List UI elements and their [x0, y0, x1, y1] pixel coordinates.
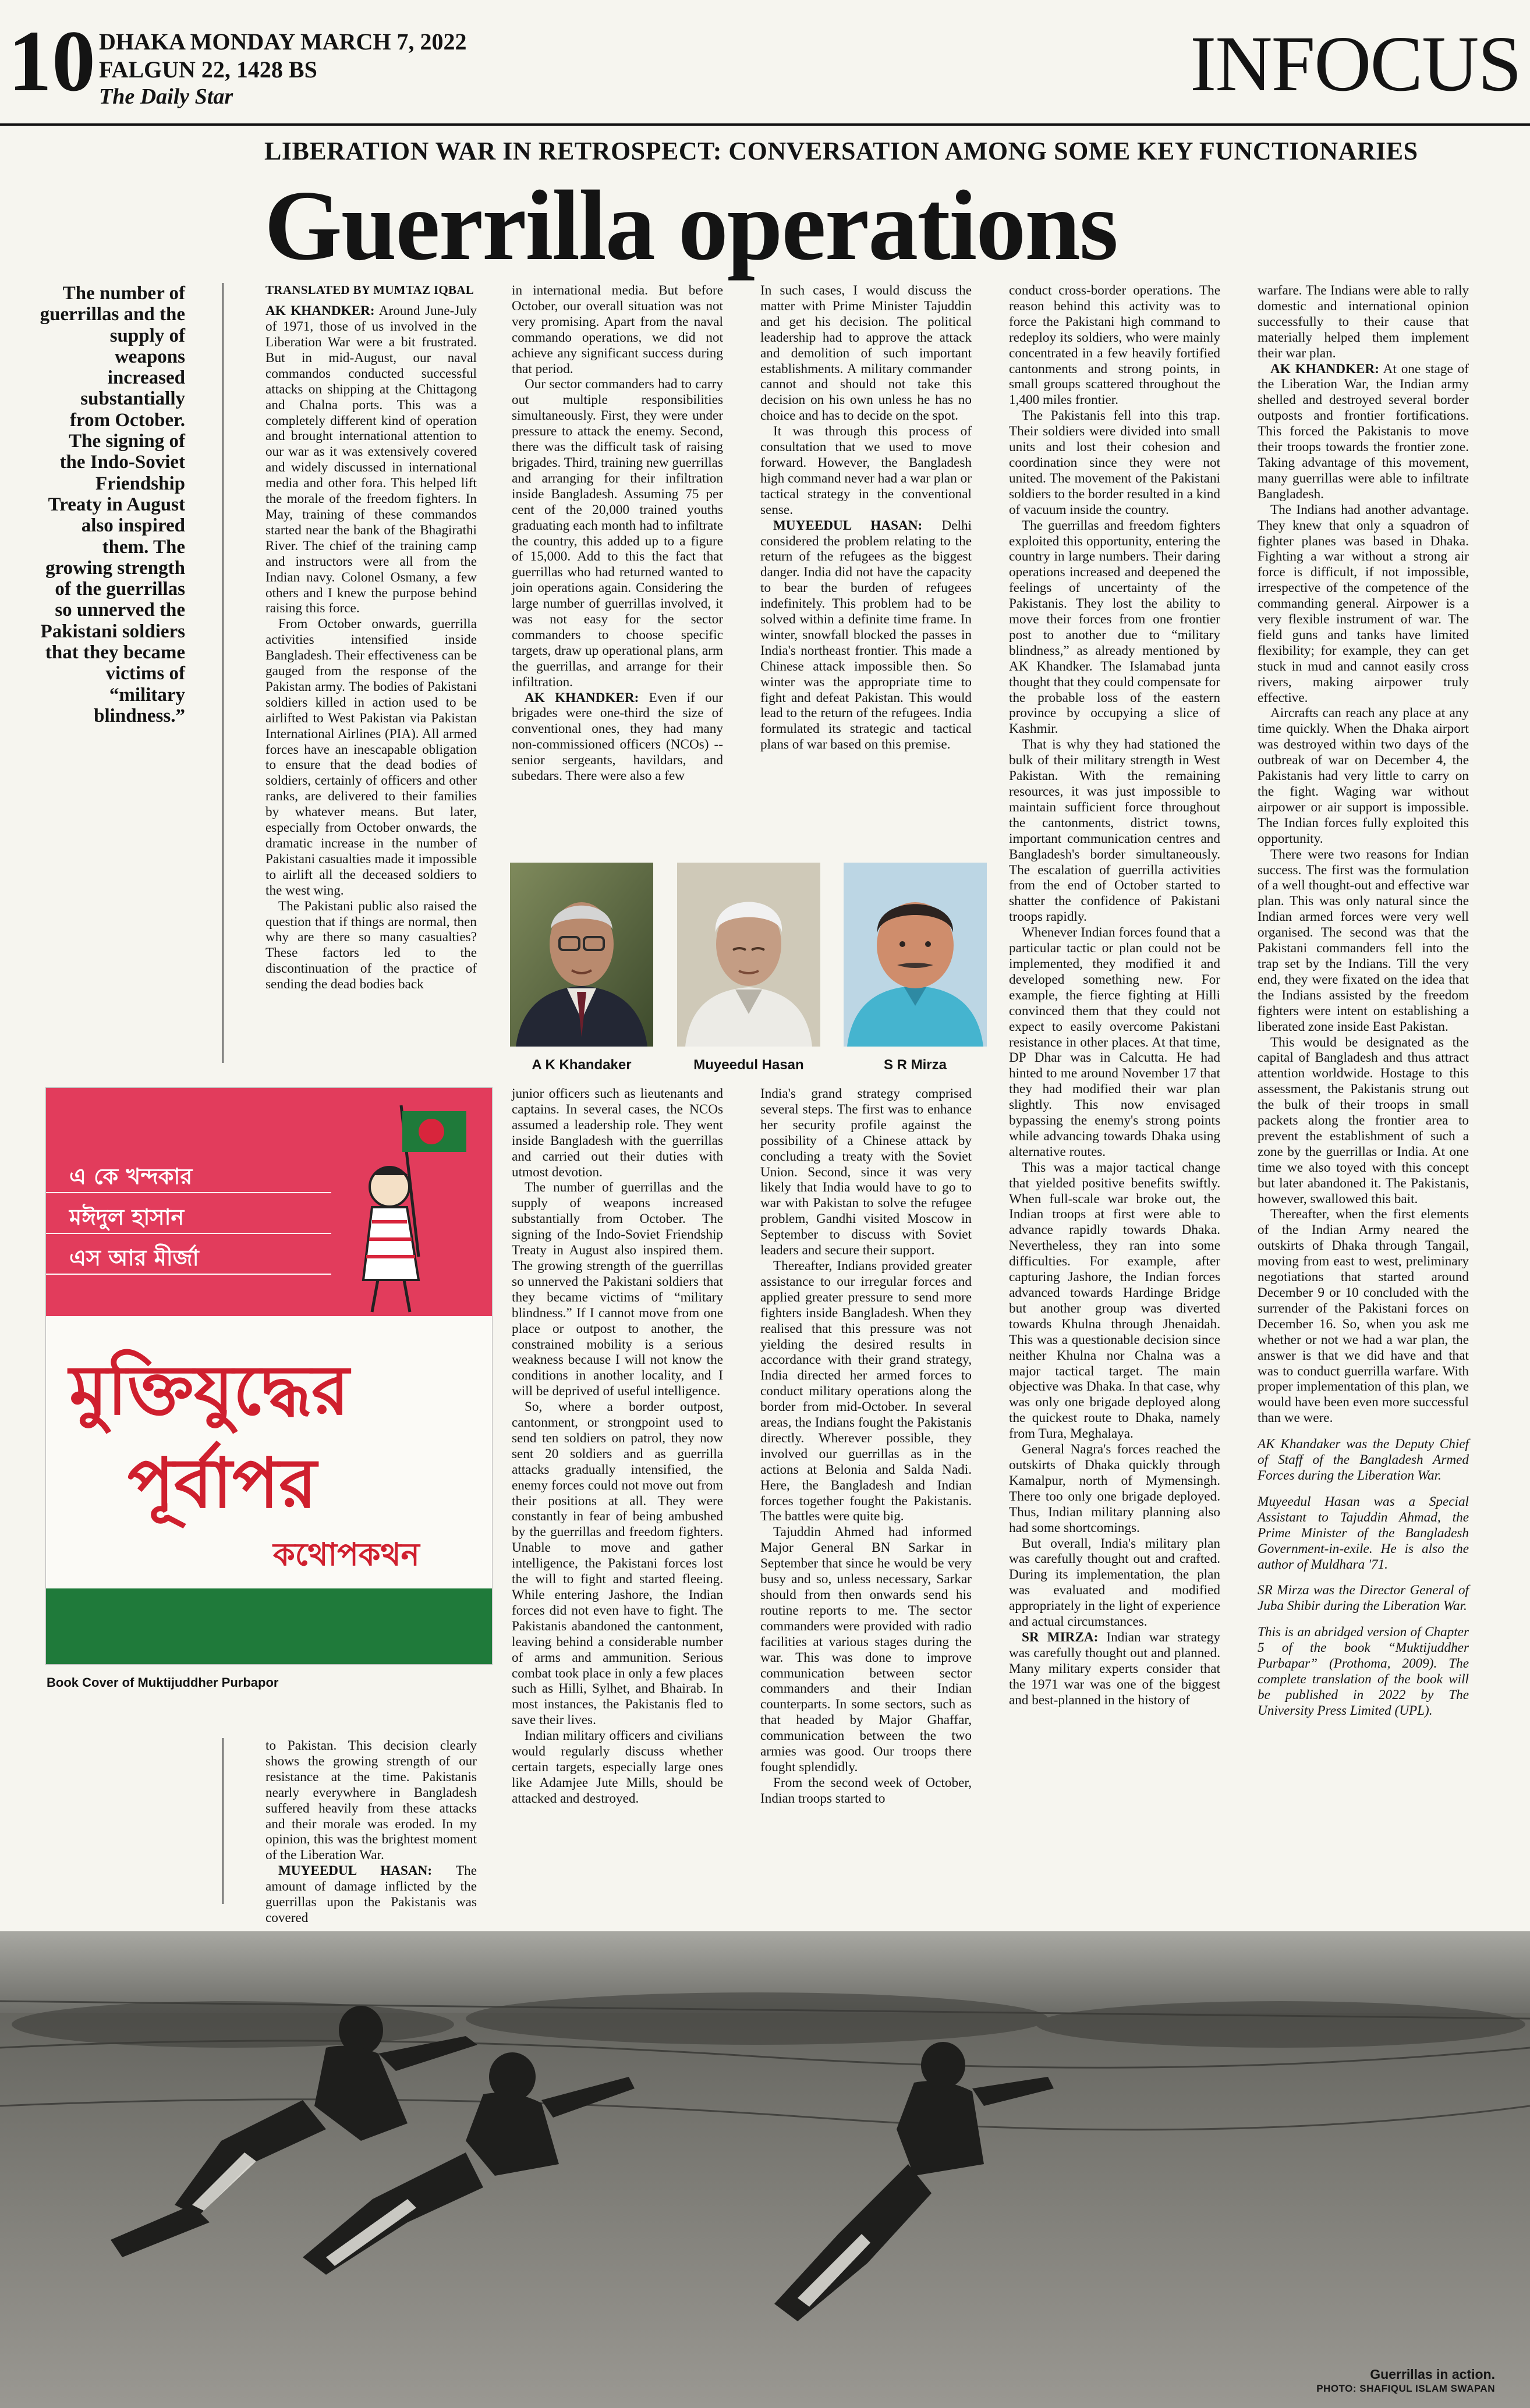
paragraph [265, 303, 477, 616]
paragraph [760, 1086, 972, 1258]
paragraph [1009, 1630, 1220, 1708]
column-3 [760, 283, 972, 753]
portrait-muyeedul-hasan [677, 863, 820, 1047]
photo-caption-block [1316, 2367, 1495, 2395]
paragraph-text: in international media. But before October, our overall situation was not very promising. Apart from the naval commando operations, we did not achieve any significant success during that period. [512, 283, 723, 377]
paragraph [760, 518, 972, 753]
paragraph [1258, 283, 1469, 361]
author-bio: SR Mirza was the Director General of Juba Shibir during the Liberation War. [1258, 1583, 1469, 1614]
masthead-rule [0, 123, 1530, 126]
paragraph [760, 424, 972, 517]
paragraph-text: This would be designated as the capital of Bangladesh and thus attract attention worldwide. Hostage to this assessment, the Pakistanis strung out the bulk of their troops in small packets along the frontier area to prevent the establishment of such a zone by the guerrillas or India. At one time we also toyed with this concept but later abandoned it. The Pakistanis, however, swallowed this bait. [1258, 1034, 1469, 1207]
paragraph-text: Tajuddin Ahmed had informed Major General BN Sarkar in September that since he would be very busy and so, unless necessary, Sarkar should from then onwards send his routine reports to me. The sector commanders were provided with radio facilities at various stages during the war. This was done to improve communication between sector commanders and their Indian counterparts. In some sectors, such as that headed by Major Ghaffar, communication between the two armies was good. Our troops there fought splendidly. [760, 1524, 972, 1775]
paragraph-text: Indian military officers and civilians would regularly discuss whether certain targets, especially large ones like Adamjee Jute Mills, should be attacked and destroyed. [512, 1728, 723, 1806]
portrait-caption: A K Khandaker [532, 1057, 632, 1073]
paragraph-text: conduct cross-border operations. The reason behind this activity was to force the Pakistani high command to redeploy its soldiers, who were mainly concentrated in a few heavily fortified cantonments and strong points, in small groups scattered throughout the 1,400 miles frontier. [1009, 283, 1220, 408]
paragraph-text: Thereafter, when the first elements of the Indian Army neared the outskirts of Dhaka through Tangail, moving from east to west, preliminary negotiations that started around December 9 or 10 concluded with the surrender of the Pakistani forces on December 16. So, when you ask me whether or not we had a war plan, the answer is that we did have and that was to conduct guerrilla warfare. With proper implementation of this plan, we would have been even more successful than we were. [1258, 1207, 1469, 1426]
paragraph [1258, 502, 1469, 706]
paragraph-text: General Nagra's forces reached the outskirts of Dhaka quickly through Kamalpur, north of Mymensingh. There too only one brigade deployed. Thus, Indian military planning also had some shortcomings. [1009, 1442, 1220, 1535]
paragraph-text: warfare. The Indians were able to rally domestic and international opinion successfully to their cause that materially helped them implement their war plan. [1258, 283, 1469, 361]
column-rule [222, 1738, 224, 1904]
paper-name: The Daily Star [99, 84, 233, 109]
column-5 [1258, 283, 1469, 1729]
column-1 [265, 283, 477, 992]
paragraph [512, 1180, 723, 1399]
paragraph-text: There were two reasons for Indian success. The first was the formulation of a well thought-out and effective war plan. This was only natural since the Indian armed forces were very well organised. The second was that the Pakistani commanders fell into the trap set by the Indians. Till the very end, they were fixated on the idea that the Indians assisted by the freedom fighters were intent on establishing a liberated zone inside East Pakistan. [1258, 846, 1469, 1034]
paragraph-text: This was a major tactical change that yielded positive benefits swiftly. When full-scale war broke out, the Indian troops at first were able to advance rapidly towards Dhaka. Nevertheless, they ran into some difficulties. For example, after capturing Jashore, the Indian forces advanced towards Hardinge Bridge but another group was diverted towards Khulna through Jhenaidah. This was a questionable decision since neither Khulna nor Chalna was a major tactical target. The main objective was Dhaka. In that case, why was only one brigade deployed along the quickest route to Dhaka, namely from Tura, Meghalaya. [1009, 1159, 1220, 1442]
paragraph-text: junior officers such as lieutenants and captains. In several cases, the NCOs assumed a leadership role. They went inside Bangladesh with the guerrillas and carried out their duties with utmost devotion. [512, 1086, 723, 1180]
paragraph [512, 1086, 723, 1180]
paragraph [1258, 361, 1469, 502]
paragraph-text: The Indians had another advantage. They knew that only a squadron of fighter planes was based in Dhaka. Fighting a war without a strong air force is difficult, if not impossible, irrespective of the competence of the commanding general. Airpower is a very flexible instrument of war. The field guns and tanks have limited flexibility; for example, they can get stuck in mud and cannot easily cross rivers, making airpower truly effective. [1258, 502, 1469, 705]
paragraph [265, 899, 477, 992]
author-bio: AK Khandaker was the Deputy Chief of Staff of the Bangladesh Armed Forces during the Liberation War. [1258, 1437, 1469, 1483]
dateline [99, 28, 466, 111]
paragraph [1009, 925, 1220, 1160]
speaker-label: SR MIRZA: [1022, 1629, 1099, 1645]
paragraph [760, 1524, 972, 1775]
paragraph [1009, 1160, 1220, 1442]
paragraph-text: The amount of damage inflicted by the guerrillas upon the Pakistanis was covered [265, 1863, 477, 1925]
page-number: 10 [8, 13, 95, 109]
portrait-caption: S R Mirza [883, 1057, 947, 1073]
portrait-ak-khandaker [510, 863, 653, 1047]
paragraph-text: India's grand strategy comprised several steps. The first was to enhance her security profile against the possibility of a Chinese attack by concluding a treaty with the Soviet Union. Second, since it was very likely that India would have to go to war with Pakistan to solve the refugee problem, Gandhi visited Moscow in September to discuss with Soviet leaders and secure their support. [760, 1086, 972, 1258]
speaker-label: MUYEEDUL HASAN: [773, 517, 923, 533]
paragraph [1009, 1442, 1220, 1535]
book-cover [45, 1087, 493, 1665]
paragraph-text: Indian war strategy was carefully thought out and planned. Many military experts consider that the 1971 war was one of the biggest and best-planned in the history of [1009, 1629, 1220, 1708]
paragraph-text: From October onwards, guerrilla activities intensified inside Bangladesh. Their effectiveness can be gauged from the response of the Pakistan army. The bodies of Pakistani soldiers killed in action used to be airlifted to West Pakistan via Pakistan International Airlines (PIA). All armed forces have an inescapable obligation to ensure that the dead bodies of soldiers, certainly of officers and other ranks, are delivered to their families by whatever means. But later, especially from October onwards, the dramatic increase in the number of Pakistani casualties made it impossible to airlift all the deceased soldiers to the west wing. [265, 616, 477, 898]
guerrillas-photo [0, 1931, 1530, 2408]
paragraph-text: It was through this process of consultation that we used to move forward. However, the Bangladesh high command never had a war plan or tactical strategy in the conventional sense. [760, 424, 972, 517]
column-2 [512, 283, 723, 784]
paragraph [1258, 705, 1469, 846]
paragraph [265, 1738, 477, 1863]
cover-subtitle: কথোপকথন [273, 1536, 420, 1573]
paragraph [1009, 737, 1220, 925]
paragraph-text: From the second week of October, Indian troops started to [760, 1775, 972, 1806]
portrait-sr-mirza [844, 863, 987, 1047]
byline: TRANSLATED BY MUMTAZ IQBAL [265, 283, 474, 297]
headline: Guerrilla operations [264, 171, 1117, 281]
author-bio: This is an abridged version of Chapter 5 of the book “Muktijuddher Purbapar” (Prothoma, 2009). The complete translation of the book will be published in 2022 by The University Press Limited (UPL). [1258, 1625, 1469, 1718]
kicker: LIBERATION WAR IN RETROSPECT: CONVERSATION AMONG SOME KEY FUNCTIONARIES [264, 137, 1418, 165]
speaker-label: AK KHANDKER: [1270, 361, 1379, 377]
column-4 [1009, 283, 1220, 1708]
paragraph [760, 283, 972, 424]
column-bottom-3 [512, 1086, 723, 1807]
paragraph-text: to Pakistan. This decision clearly shows the growing strength of our resistance at the time. Pakistanis nearly everywhere in Bangladesh suffered heavily from these attacks and their morale was eroded. In my opinion, this was the brightest moment of the Liberation War. [265, 1738, 477, 1863]
paragraph-text: The number of guerrillas and the supply of weapons increased substantially from October. The signing of the Indo-Soviet Friendship Treaty in August also inspired them. The growing strength of the guerrillas so unnerved the Pakistani soldiers that they became victims of “military blindness.” If I cannot move from one place or outpost to another, the constrained mobility is a serious weakness because I will not know the conditions in another locality, and I will be deprived of useful intelligence. [512, 1180, 723, 1399]
paragraph [265, 616, 477, 898]
cover-title-line1: মুক্তিযুদ্ধের [69, 1350, 349, 1430]
photo-credit: PHOTO: SHAFIQUL ISLAM SWAPAN [1316, 2382, 1495, 2394]
speaker-label: MUYEEDUL HASAN: [278, 1863, 433, 1879]
bangla-date-line: FALGUN 22, 1428 BS [99, 56, 317, 83]
book-cover-caption: Book Cover of Muktijuddher Purbapor [47, 1675, 279, 1690]
speaker-label: AK KHANDKER: [265, 303, 375, 319]
paragraph [512, 1399, 723, 1728]
paragraph [265, 1863, 477, 1926]
date-line: DHAKA MONDAY MARCH 7, 2022 [99, 29, 467, 55]
paragraph-text: Thereafter, Indians provided greater assistance to our irregular forces and applied greater pressure to send more fighters inside Bangladesh. When they realised that this pressure was not yielding the desired results in accordance with their grand strategy, India directed her armed forces to conduct military operations along the border from mid-October. In several areas, the Indians fought the Pakistanis directly. Wherever possible, they involved our guerrillas as in the actions at Belonia and Salda Nadi. Here, the Bangladesh and Indian forces together fought the Pakistanis. The battles were quite big. [760, 1258, 972, 1524]
paragraph [1009, 518, 1220, 737]
paragraph-text: At one stage of the Liberation War, the Indian army shelled and destroyed several border outposts and frontier fortifications. This forced the Pakistanis to move their troops towards the frontier zone. Taking advantage of this movement, many guerrillas were able to infiltrate Bangladesh. [1258, 361, 1469, 502]
author-bios [1258, 1437, 1469, 1719]
cover-title-line2: পূর্বাপর [128, 1443, 317, 1523]
paragraph-text: Our sector commanders had to carry out multiple responsibilities simultaneously. First, they were under pressure to attack the enemy. Second, there was the difficult task of raising brigades. Third, training new guerrillas and arranging for their infiltration inside Bangladesh. Assuming 75 per cent of the 20,000 trained youths graduating each month had to infiltrate the country, this added up to a figure of 15,000. Add to this the fact that guerrillas who had returned wanted to join operations again. Considering the large number of guerrillas involved, it was not easy for the sector commanders to choose specific targets, draw up operational plans, arm the guerrillas, and arrange for their infiltration. [512, 377, 723, 690]
cover-author-2: মঈদুল হাসান [69, 1204, 185, 1230]
author-bio: Muyeedul Hasan was a Special Assistant to Tajuddin Ahmad, the Prime Minister of the Bangladesh Government-in-exile. He is also the author of Muldhara '71. [1258, 1494, 1469, 1572]
paragraph [1009, 283, 1220, 408]
column-bottom-4 [760, 1086, 972, 1807]
paragraph [1009, 1536, 1220, 1630]
paragraph-text: The Pakistani public also raised the question that if things are normal, then why are there so many casualties? These factors led to the discontinuation of the practice of sending the dead bodies back [265, 898, 477, 992]
paragraph-text: Aircrafts can reach any place at any time quickly. When the Dhaka airport was destroyed within two days of the outbreak of war on December 4, the Pakistanis had very little to carry on the fight. Waging war without airpower or air support is impossible. The Indian forces fully exploited this opportunity. [1258, 705, 1469, 846]
paragraph-text: Even if our brigades were one-third the size of conventional ones, they had many non-commissioned officers (NCOs) -- senior sergeants, havildars, and subedars. There were also a few [512, 690, 724, 784]
speaker-label: AK KHANDKER: [525, 690, 639, 705]
paragraph [512, 283, 723, 377]
cover-author-3: এস আর মীর্জা [69, 1245, 199, 1271]
paragraph [1009, 408, 1220, 517]
paragraph [1258, 847, 1469, 1035]
paragraph-text: Around June-July of 1971, those of us involved in the Liberation War were a bit frustrated. But in mid-August, our naval commandos conducted successful attacks on shipping at the Chittagong and Chalna ports. This was a completely different kind of operation and brought international attention to our war as it was extensively covered and widely discussed in international media and other fora. This helped lift the morale of the freedom fighters. In May, training of these commandos started near the bank of the Bhagirathi River. The chief of the training camp and instructors were all from the Indian navy. Colonel Osmany, a few others and I knew the purpose behind raising this force. [265, 303, 477, 616]
photo-caption: Guerrillas in action. [1370, 2367, 1495, 2382]
portrait-caption: Muyeedul Hasan [693, 1057, 804, 1073]
paragraph [512, 1728, 723, 1807]
pull-quote: The number of guerrillas and the supply of weapons increased substantially from October. The signing of the Indo-Soviet Friendship Treaty in August also inspired them. The growing strength of the guerrillas so unnerved the Pakistani soldiers that they became victims of “military blindness.” [40, 283, 185, 726]
paragraph-text: But overall, India's military plan was carefully thought out and crafted. During its implementation, the plan was evaluated and modified appropriately in the light of experience and actual circumstances. [1009, 1535, 1220, 1630]
paragraph-text: Delhi considered the problem relating to the return of the refugees as the biggest danger. India did not have the capacity to bear the burden of refugees indefinitely. This problem had to be solved within a definite time frame. In winter, snowfall blocked the passes in India's northeast frontier. This made a Chinese attack impossible then. So winter was the appropriate time to fight and defeat Pakistan. This would lead to the return of the refugees. India formulated its strategic and tactical plans of war based on this premise. [760, 517, 972, 753]
column-rule [222, 283, 224, 1063]
paragraph [760, 1775, 972, 1807]
paragraph-text: In such cases, I would discuss the matter with Prime Minister Tajuddin and get his decision. The political leadership had to approve the attack and demolition of such important establishments. A military commander cannot and should not take this decision on his own unless he has no choice and has to decide on the spot. [760, 283, 972, 424]
paragraph-text: So, where a border outpost, cantonment, or strongpoint used to send ten soldiers on patrol, they now sent 20 soldiers and as guerrilla attacks gradually intensified, the enemy forces could not move out from their positions at all. They were constantly in fear of being ambushed by the guerrillas and freedom fighters. Unable to move and gather intelligence, the Pakistani forces lost the will to fight and started fleeing. While entering Jashore, the Indian forces did not even have to fight. The Pakistanis abandoned the cantonment, leaving behind a considerable number of arms and ammunition. Serious combat took place in only a few places such as Hilli, Sylhet, and Bhairab. In most instances, the Pakistanis fled to save their lives. [512, 1399, 723, 1728]
paragraph-text: Whenever Indian forces found that a particular tactic or plan could not be implemented, they modified it and developed something new. For example, the fierce fighting at Hilli convinced them that they could not expect to easily overcome Pakistani resistance in other places. At that time, DP Dhar was in Calcutta. He had hinted to me around November 17 that they had modified their war plan slightly. This now envisaged bypassing the enemy's strong points while advancing towards Dhaka using alternative routes. [1009, 925, 1220, 1159]
column-bottom-2 [265, 1738, 477, 1926]
book-cover-art [46, 1088, 492, 1664]
paragraph [760, 1258, 972, 1524]
paragraph [1258, 1035, 1469, 1207]
paragraph [512, 377, 723, 690]
section-name: INFOCUS [1190, 20, 1521, 108]
paragraph-text: That is why they had stationed the bulk of their military strength in West Pakistan. With the remaining resources, it was just impossible to maintain sufficient force throughout the cantonments, district towns, important communication centres and Bangladesh's border simultaneously. The escalation of guerrilla activities from the end of October started to shatter the confidence of Pakistani troops rapidly. [1009, 737, 1220, 925]
paragraph [1258, 1207, 1469, 1426]
paragraph-text: The guerrillas and freedom fighters exploited this opportunity, entering the country in large numbers. Their daring operations increased and deepened the feelings of uncertainty of the Pakistanis. They lost the ability to move their forces from one frontier post to another due to “military blindness,” as already mentioned by AK Khandker. The Islamabad junta thought that they could compensate for the probable loss of the eastern province by occupying a slice of Kashmir. [1009, 517, 1220, 737]
cover-author-1: এ কে খন্দকার [69, 1164, 193, 1189]
paragraph-text: The Pakistanis fell into this trap. Their soldiers were divided into small units and lost their cohesion and coordination since they were not united. The movement of the Pakistani soldiers to the border resulted in a kind of vacuum inside the country. [1009, 408, 1220, 517]
paragraph [512, 690, 723, 784]
